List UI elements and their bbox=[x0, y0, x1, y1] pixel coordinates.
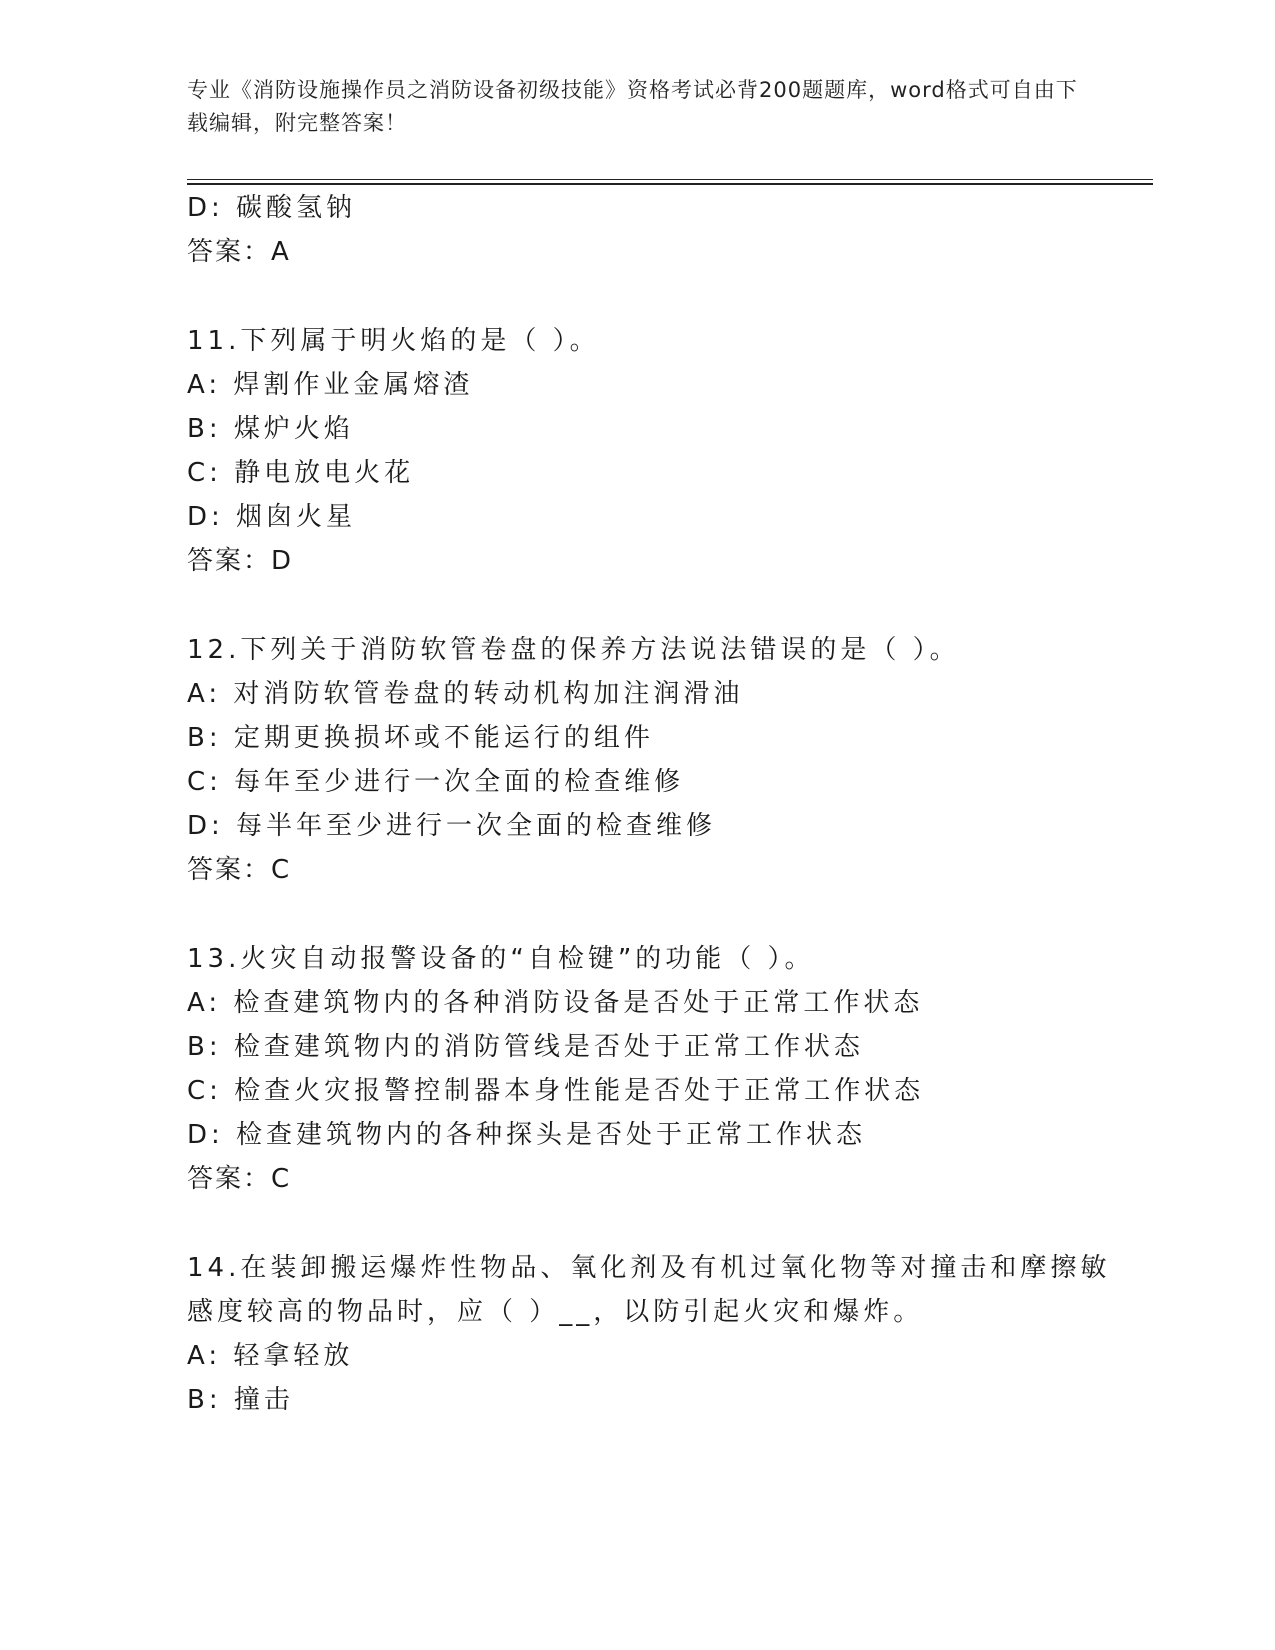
q14-option-b: B: 撞击 bbox=[187, 1385, 294, 1415]
q12-answer: 答案：C bbox=[187, 855, 292, 885]
q13-answer: 答案：C bbox=[187, 1164, 292, 1194]
prev-option-d: D: 碳酸氢钠 bbox=[187, 193, 357, 223]
page-header: 专业《消防设施操作员之消防设备初级技能》资格考试必背200题题库，word格式可自由下载编辑，附完整答案！ bbox=[187, 78, 1078, 135]
q12-option-b: B: 定期更换损坏或不能运行的组件 bbox=[187, 723, 654, 753]
header-divider-thick bbox=[187, 183, 1153, 185]
q11-option-a: A: 焊割作业金属熔渣 bbox=[187, 370, 474, 400]
q13-option-d: D: 检查建筑物内的各种探头是否处于正常工作状态 bbox=[187, 1120, 867, 1150]
q13-option-a: A: 检查建筑物内的各种消防设备是否处于正常工作状态 bbox=[187, 988, 924, 1018]
q14-option-a: A: 轻拿轻放 bbox=[187, 1341, 354, 1371]
q14-stem-line1: 14.在装卸搬运爆炸性物品、氧化剂及有机过氧化物等对撞击和摩擦敏 bbox=[187, 1253, 1111, 1283]
q13-option-b: B: 检查建筑物内的消防管线是否处于正常工作状态 bbox=[187, 1032, 864, 1062]
q12-option-d: D: 每半年至少进行一次全面的检查维修 bbox=[187, 811, 717, 841]
prev-answer: 答案：A bbox=[187, 237, 291, 267]
q11-option-c: C: 静电放电火花 bbox=[187, 458, 415, 488]
q13-option-c: C: 检查火灾报警控制器本身性能是否处于正常工作状态 bbox=[187, 1076, 925, 1106]
q12-stem: 12.下列关于消防软管卷盘的保养方法说法错误的是（ ）。 bbox=[187, 635, 960, 665]
q12-option-a: A: 对消防软管卷盘的转动机构加注润滑油 bbox=[187, 679, 744, 709]
q13-stem: 13.火灾自动报警设备的“自检键”的功能（ ）。 bbox=[187, 944, 815, 974]
q12-option-c: C: 每年至少进行一次全面的检查维修 bbox=[187, 767, 685, 797]
q11-answer: 答案：D bbox=[187, 546, 294, 576]
header-divider bbox=[187, 179, 1153, 180]
q14-stem-line2: 感度较高的物品时，应（ ）__，以防引起火灾和爆炸。 bbox=[187, 1297, 924, 1327]
q11-stem: 11.下列属于明火焰的是（ ）。 bbox=[187, 326, 600, 356]
q11-option-b: B: 煤炉火焰 bbox=[187, 414, 354, 444]
q11-option-d: D: 烟囱火星 bbox=[187, 502, 357, 532]
